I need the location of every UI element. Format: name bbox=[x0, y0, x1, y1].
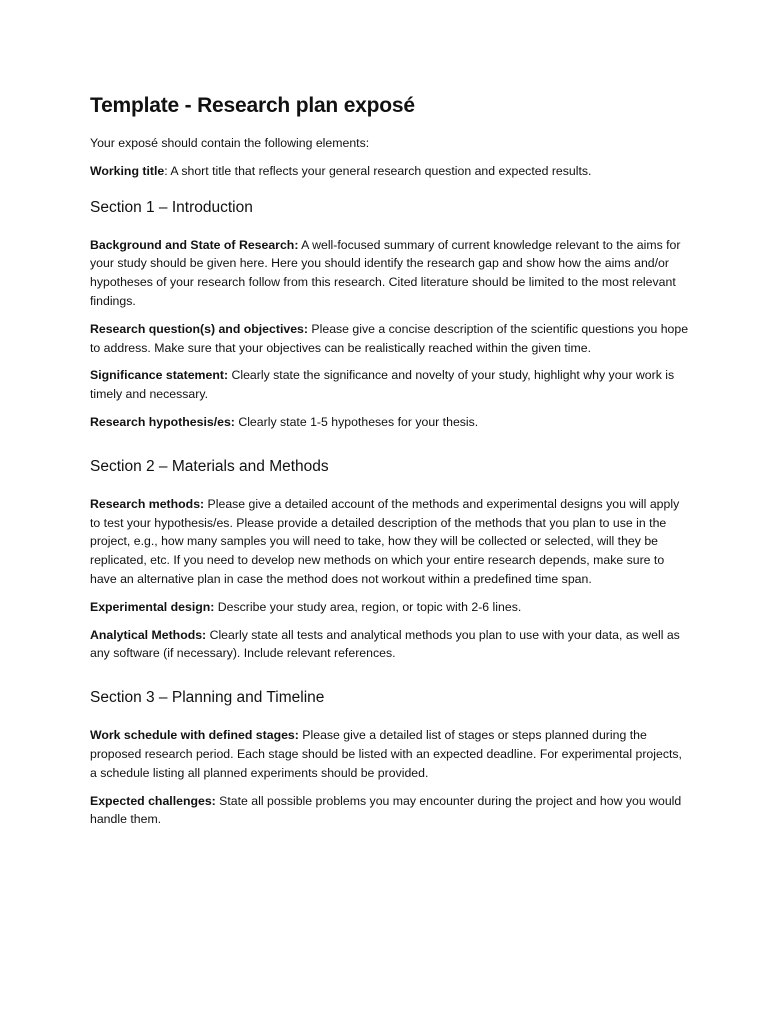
document-page bbox=[90, 92, 690, 838]
item-text: Please give a detailed list of stages or steps planned during the proposed research period. Each stage should be listed with an expected deadline. For experimental projects, a schedule listing all planned experiments should be provided. bbox=[90, 728, 682, 780]
item-label: Research question(s) and objectives: bbox=[90, 321, 308, 336]
working-title-label: Working title bbox=[90, 163, 165, 178]
item-label: Research methods: bbox=[90, 496, 205, 511]
section-3-item-expected-challenges bbox=[90, 792, 690, 830]
item-label: Research hypothesis/es: bbox=[90, 414, 235, 429]
section-2-item-experimental-design bbox=[90, 598, 690, 617]
section-1-item-research-questions bbox=[90, 320, 690, 358]
section-1-item-background bbox=[90, 236, 690, 311]
section-2-heading: Section 2 – Materials and Methods bbox=[90, 457, 329, 475]
working-title-text: : A short title that reflects your general research question and expected results. bbox=[164, 163, 592, 178]
item-label: Experimental design: bbox=[90, 599, 215, 614]
item-label: Background and State of Research: bbox=[90, 237, 299, 252]
section-2-item-research-methods bbox=[90, 495, 690, 589]
item-text: Clearly state the significance and novelty of your study, highlight why your work is timely and necessary. bbox=[90, 368, 675, 402]
item-label: Expected challenges: bbox=[90, 793, 216, 808]
section-3-item-work-schedule bbox=[90, 726, 690, 782]
item-text: A well-focused summary of current knowledge relevant to the aims for your study should be given here. Here you should identify the research gap and show how the aims and/or hypotheses of your research follow from this research. Cited literature should be limited to the most relevant findings. bbox=[90, 237, 681, 308]
item-text: State all possible problems you may encounter during the project and how you would handle them. bbox=[90, 793, 682, 827]
working-title-paragraph bbox=[90, 162, 690, 181]
section-1-item-significance bbox=[90, 366, 690, 404]
item-text: Clearly state 1-5 hypotheses for your thesis. bbox=[234, 414, 479, 429]
section-1-heading: Section 1 – Introduction bbox=[90, 198, 253, 216]
document-title: Template - Research plan exposé bbox=[90, 94, 415, 117]
section-3-heading: Section 3 – Planning and Timeline bbox=[90, 689, 325, 707]
item-label: Significance statement: bbox=[90, 368, 229, 383]
intro-paragraph: Your exposé should contain the following elements: bbox=[90, 136, 370, 150]
item-label: Analytical Methods: bbox=[90, 627, 207, 642]
section-1-item-hypotheses bbox=[90, 413, 690, 432]
item-text: Please give a detailed account of the methods and experimental designs you will apply to test your hypothesis/es. Please provide a detailed description of the methods that you plan to use in the project, e.g., how many samples you will need to take, how they will be collected or selected, will they be replicated, etc. If you need to develop new methods on which your entire research depends, make sure to have an alternative plan in case the method does not workout within a predefined time span. bbox=[90, 496, 680, 586]
item-label: Work schedule with defined stages: bbox=[90, 728, 299, 743]
item-text: Clearly state all tests and analytical methods you plan to use with your data, as well as any software (if necessary). Include relevant references. bbox=[90, 627, 680, 661]
section-2-item-analytical-methods bbox=[90, 626, 690, 664]
item-text: Describe your study area, region, or topic with 2-6 lines. bbox=[214, 599, 522, 614]
item-text: Please give a concise description of the scientific questions you hope to address. Make sure that your objectives can be realistically reached within the given time. bbox=[90, 321, 689, 355]
